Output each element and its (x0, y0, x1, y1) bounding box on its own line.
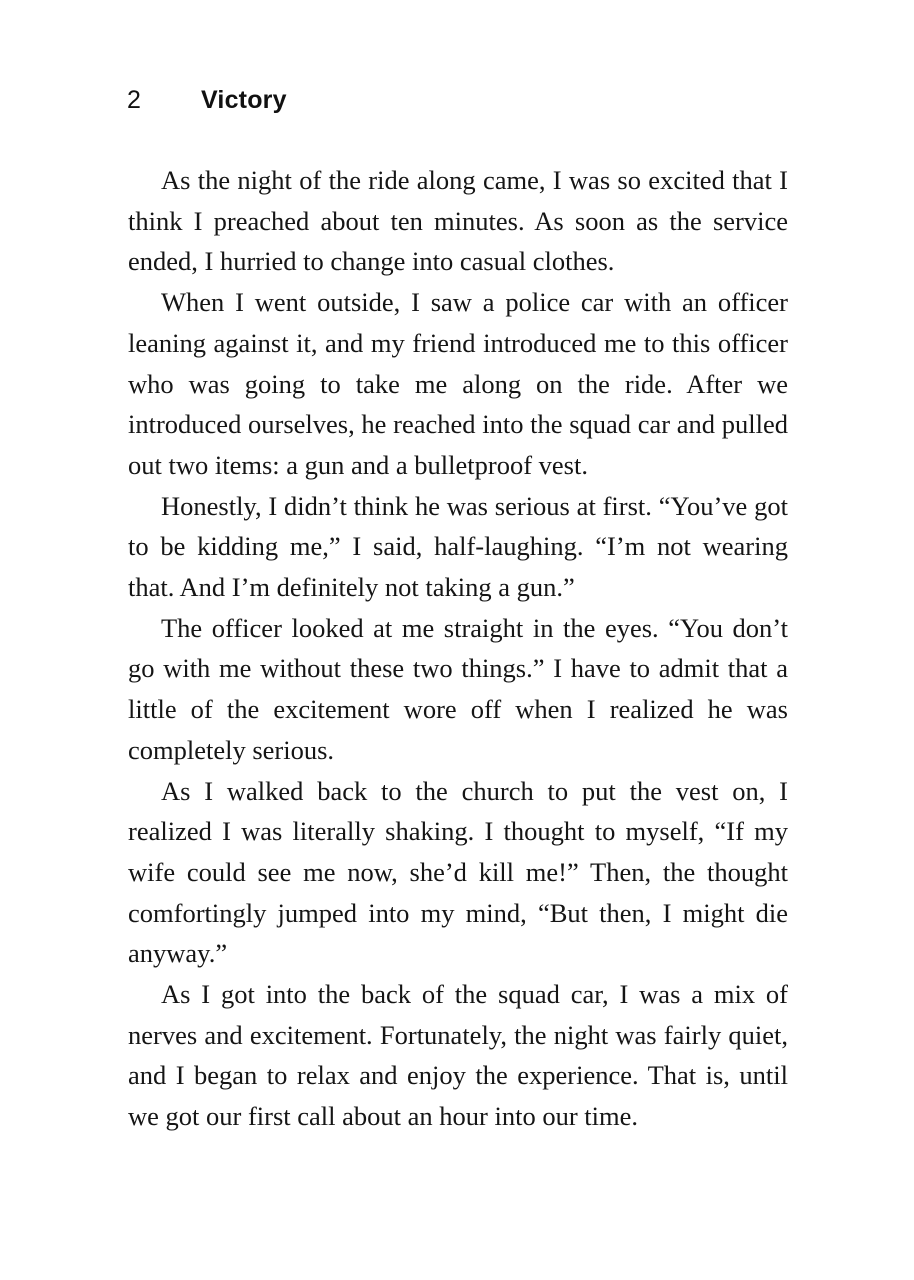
paragraph: As I got into the back of the squad car, I was a mix of nerves and excitement. Fortunately, the night was fairly quiet, and I began to relax and enjoy the experience. That is, until we got our first call about an hour into our time. (128, 979, 788, 1132)
running-header (127, 86, 287, 122)
paragraph: When I went outside, I saw a police car with an officer leaning against it, and my friend introduced me to this officer who was going to take me along on the ride. After we introduced ourselves, he reached into the squad car and pulled out two items: a gun and a bulletproof vest. (128, 287, 788, 480)
page-number: 2 (127, 86, 141, 114)
chapter-title: Victory (201, 86, 287, 114)
paragraph: The officer looked at me straight in the eyes. “You don’t go with me without these two things.” I have to admit that a little of the excitement wore off when I realized he was completely serious. (128, 612, 788, 765)
paragraph: As the night of the ride along came, I was so excited that I think I preached about ten minutes. As soon as the service ended, I hurried to change into casual clothes. (128, 165, 788, 277)
paragraph: Honestly, I didn’t think he was serious at first. “You’ve got to be kidding me,” I said, half-laughing. “I’m not wearing that. And I’m definitely not taking a gun.” (128, 490, 788, 603)
paragraph: As I walked back to the church to put the vest on, I realized I was literally shaking. I thought to myself, “If my wife could see me now, she’d kill me!” Then, the thought comfortingly jumped into my mind, “But then, I might die anyway.” (128, 775, 788, 969)
body-text (128, 160, 788, 1137)
